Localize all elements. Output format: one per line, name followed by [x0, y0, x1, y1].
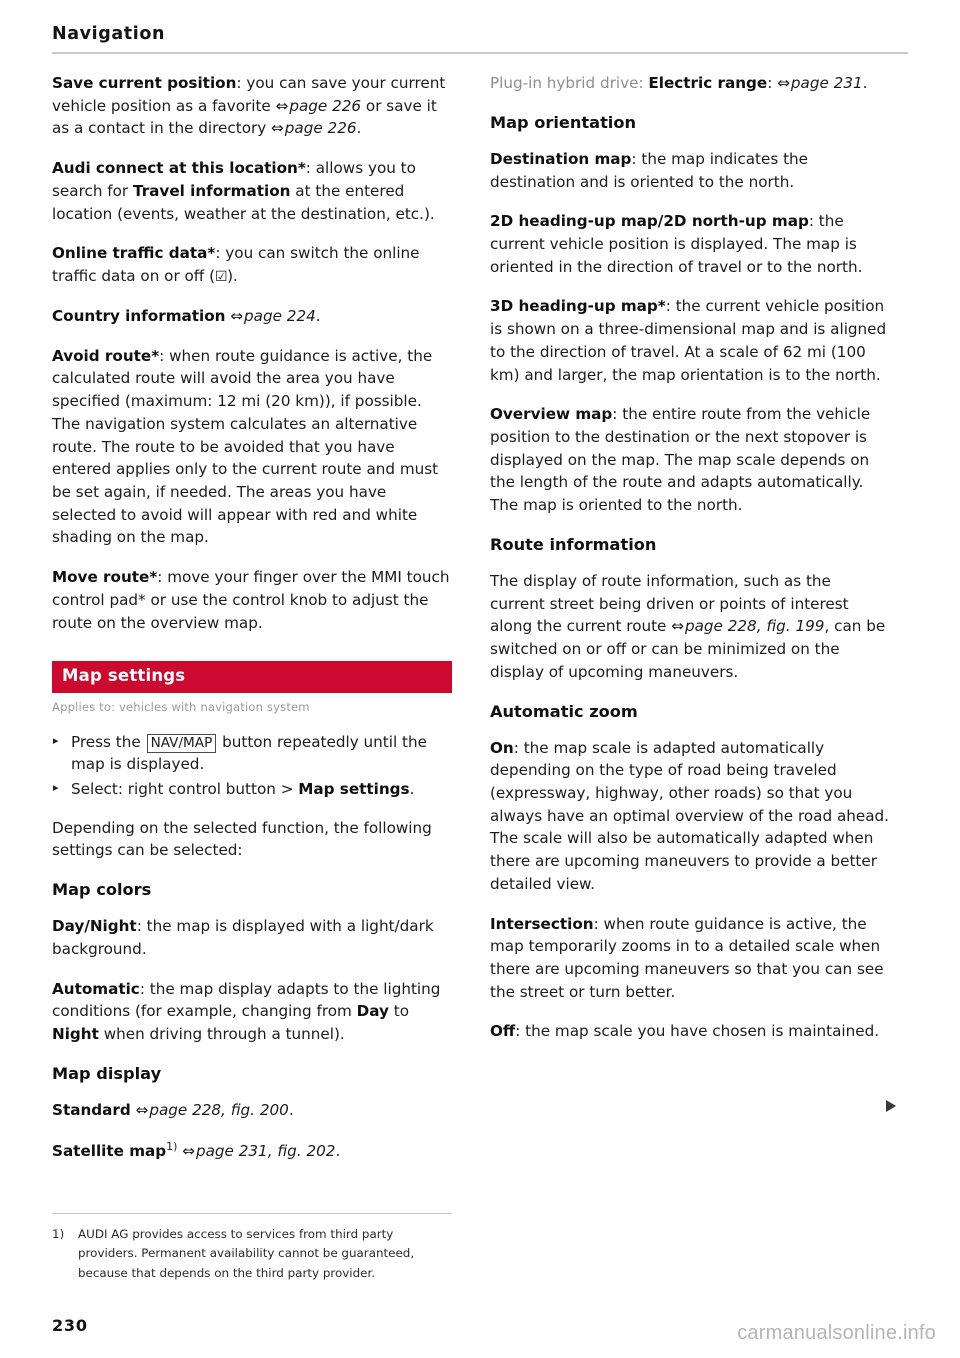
continuation-triangle-icon [886, 1100, 896, 1112]
paragraph-zoom-off: Off: the map scale you have chosen is maintained. [490, 1022, 880, 1041]
header-divider [52, 52, 908, 54]
step-press-navmap: ▸ Press the NAV/MAP button repeatedly until the map is displayed. [53, 732, 427, 774]
step-select-map-settings: ▸ Select: right control button > Map settings. [53, 780, 415, 799]
term-satellite-map: Satellite map [52, 1141, 167, 1160]
page-number: 230 [52, 1316, 88, 1335]
steps-list [52, 731, 452, 801]
applies-to-note: Applies to: vehicles with navigation system [52, 700, 310, 715]
page-header [52, 24, 908, 54]
cross-reference[interactable]: page 228, fig. 199 [684, 617, 825, 636]
section-banner-map-settings: Map settings [52, 661, 452, 693]
paragraph-avoid-route: Avoid route*: when route guidance is active, the calculated route will avoid the area you have specified (maximum: 12 mi (20 km)), if possible. The navigation system calculates an alternative route. The route to be avoided that you have entered applies only to the current route and must be set again, if needed. The areas you have selected to avoid will appear with red and white shading on the map. [52, 346, 439, 547]
cross-reference[interactable]: page 231, fig. 202 [195, 1141, 336, 1160]
term-audi-connect: Audi connect at this location* [52, 159, 306, 178]
footnote-divider [52, 1213, 452, 1214]
paragraph-plug-in-hybrid-drive: Plug-in hybrid drive: Electric range: ⇔page 231. [490, 74, 868, 92]
cross-reference[interactable]: page 226 [289, 96, 362, 115]
reference-arrow-icon: ⇔ [135, 1100, 149, 1119]
term-avoid-route: Avoid route* [52, 346, 160, 365]
term-standard: Standard [52, 1100, 131, 1119]
term-2d-maps: 2D heading-up map/2D north-up map [490, 212, 809, 231]
subheading-map-orientation: Map orientation [490, 112, 637, 132]
footnote-area [52, 1213, 452, 1283]
footnote-1 [52, 1225, 452, 1283]
bullet-triangle-icon: ▸ [53, 781, 59, 795]
paragraph-save-current-position: Save current position: you can save your current vehicle position as a favorite ⇔page 226 or save it as a contact in the directory ⇔page 226. [52, 74, 446, 138]
menu-path-map-settings[interactable]: Map settings [298, 780, 410, 799]
paragraph-zoom-on: On: the map scale is adapted automatically depending on the type of road being traveled (expressway, highway, other roads) so that you always have an optimal overview of the road ahead. The scale will also be automatically adapted when there are upcoming maneuvers to provide a better detailed view. [490, 738, 890, 893]
term-day-night: Day/Night [52, 917, 137, 936]
term-automatic: Automatic [52, 979, 140, 998]
term-on: On [490, 738, 514, 757]
cross-reference[interactable]: page 231 [790, 74, 863, 92]
subheading-route-information: Route information [490, 534, 657, 554]
term-overview-map: Overview map [490, 405, 613, 424]
term-country-information: Country information [52, 306, 226, 325]
footnote-text: AUDI AG provides access to services from third party providers. Permanent availability cannot be guaranteed, because that depends on the third party provider. [78, 1227, 415, 1280]
term-night: Night [52, 1025, 99, 1044]
paragraph-audi-connect-at-this-location: Audi connect at this location*: allows you to search for Travel information at the entered location (events, weather at the destination, etc.). [52, 159, 435, 223]
paragraph-3d-heading-up-map: 3D heading-up map*: the current vehicle position is shown on a three-dimensional map and is aligned to the direction of travel. At a scale of 62 mi (100 km) and larger, the map orientation is to the north. [490, 297, 887, 384]
cross-reference[interactable]: page 224 [244, 306, 316, 325]
left-column [52, 72, 452, 1162]
page-title: Navigation [52, 24, 166, 44]
paragraph-online-traffic-data: Online traffic data*: you can switch the online traffic data on or off (☑). [52, 244, 420, 286]
cross-reference[interactable]: page 228, fig. 200 [149, 1100, 289, 1119]
paragraph-zoom-intersection: Intersection: when route guidance is active, the map temporarily zooms in to a detailed scale when there are upcoming maneuvers so that you can see the street or turn better. [490, 914, 884, 1001]
paragraph-overview-map: Overview map: the entire route from the vehicle position to the destination or the next stopover is displayed on the map. The map scale depends on the length of the route and adapts automatically. The map is oriented to the north. [490, 405, 871, 515]
term-online-traffic-data: Online traffic data* [52, 244, 216, 263]
paragraph-country-information: Country information ⇔page 224. [52, 306, 321, 325]
map-settings-section [52, 661, 452, 1162]
term-move-route: Move route* [52, 568, 158, 587]
reference-arrow-icon: ⇔ [182, 1141, 195, 1160]
navmap-button-keycap[interactable]: NAV/MAP [147, 734, 217, 753]
reference-arrow-icon: ⇔ [230, 306, 244, 325]
watermark: carmanualsonline.info [737, 1322, 936, 1344]
reference-arrow-icon: ⇔ [271, 119, 284, 138]
footnote-marker: 1) [52, 1227, 65, 1241]
cross-reference[interactable]: page 226 [284, 119, 357, 138]
paragraph-day-night: Day/Night: the map is displayed with a light/dark background. [52, 917, 434, 958]
term-3d-heading-up-map: 3D heading-up map* [490, 297, 666, 316]
paragraph-automatic: Automatic: the map display adapts to the lighting conditions (for example, changing from Day to Night when driving through a tunnel). [52, 979, 441, 1044]
applies-prefix-plug-in-hybrid: Plug-in hybrid drive: [490, 74, 649, 92]
paragraph-settings-intro: Depending on the selected function, the following settings can be selected: [52, 818, 432, 860]
term-electric-range: Electric range [648, 74, 768, 92]
subheading-map-colors: Map colors [52, 880, 152, 900]
term-save-current-position: Save current position [52, 74, 237, 92]
paragraph-standard: Standard ⇔page 228, fig. 200. [52, 1100, 294, 1119]
checkbox-checked-icon: ☑ [215, 269, 228, 286]
term-day: Day [356, 1002, 389, 1021]
subheading-map-display: Map display [52, 1063, 162, 1083]
subheading-automatic-zoom: Automatic zoom [490, 701, 638, 721]
paragraph-2d-heading-up-map: 2D heading-up map/2D north-up map: the current vehicle position is displayed. The map is oriented in the direction of travel or to the north. [490, 212, 863, 276]
right-column [490, 72, 890, 1043]
bullet-triangle-icon: ▸ [53, 733, 59, 747]
paragraph-move-route: Move route*: move your finger over the MMI touch control pad* or use the control knob to adjust the route on the overview map. [52, 568, 450, 632]
footnote-reference: 1) [166, 1139, 178, 1153]
term-destination-map: Destination map [490, 149, 632, 168]
term-travel-information: Travel information [133, 181, 291, 200]
paragraph-destination-map: Destination map: the map indicates the destination and is oriented to the north. [490, 149, 809, 191]
paragraph-route-information: The display of route information, such as the current street being driven or points of interest along the current route ⇔page 228, fig. 199, can be switched on or off or can be minimized on the display of upcoming maneuvers. [490, 571, 886, 681]
term-off: Off [490, 1022, 516, 1041]
reference-arrow-icon: ⇔ [671, 617, 684, 636]
term-intersection: Intersection [490, 914, 594, 933]
paragraph-satellite-map: Satellite map$^{1)}$ ⇔page 231, fig. 202. [52, 1139, 341, 1160]
reference-arrow-icon: ⇔ [777, 74, 790, 92]
reference-arrow-icon: ⇔ [275, 96, 289, 115]
